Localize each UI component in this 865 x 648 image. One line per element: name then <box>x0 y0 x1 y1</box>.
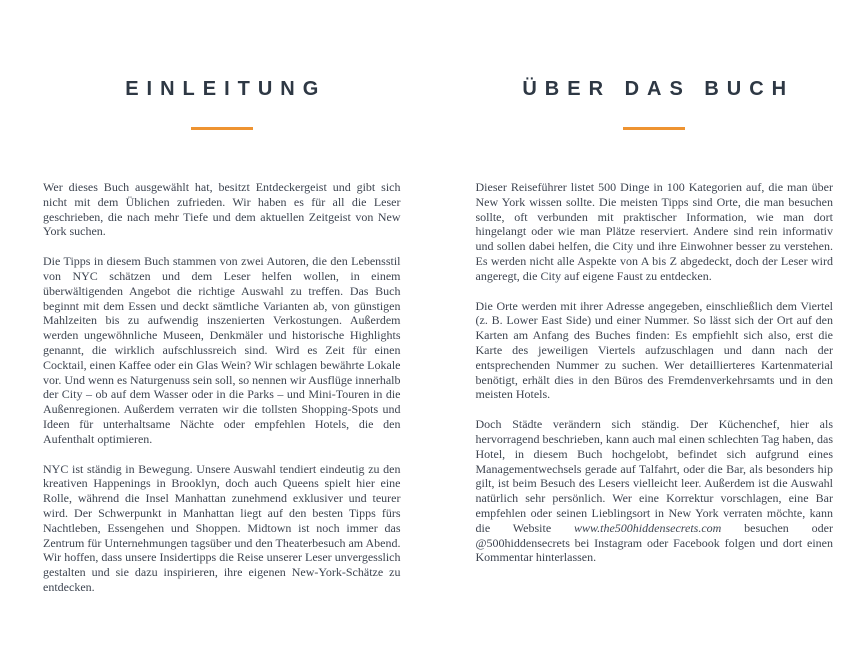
paragraph <box>476 417 834 565</box>
paragraph: NYC ist ständig in Bewegung. Unsere Auswahl tendiert eindeutig zu den kreativen Happenings in Brooklyn, doch auch Queens spielt hier eine Rolle, während die Insel Manhattan zunehmend exklusiver und teurer wird. Der Schwerpunkt in Manhattan liegt auf den besten Tipps fürs Nachtleben, Essengehen und Shoppen. Midtown ist noch immer das Zentrum für Unternehmungen tagsüber und den Theaterbesuch am Abend. Wir hoffen, dass unsere Insidertipps die Reise unserer Leser unvergesslich gestalten und sie dazu inspirieren, ihre eigenen New-York-Schätze zu entdecken. <box>43 461 401 594</box>
body-text <box>476 180 834 565</box>
paragraph: Die Orte werden mit ihrer Adresse angegeben, einschließlich dem Viertel (z. B. Lower East Side) und einer Nummer. So lässt sich der Ort auf den Karten am Anfang des Buches finden: Es empfiehlt sich also, erst die Karte des jeweiligen Viertels aufzuschlagen und dann nach der entsprechenden Nummer zu suchen. Wer detaillierteres Kartenmaterial benötigt, erhält dies in den Büros des Fremdenverkehrsamts und in den meisten Hotels. <box>475 298 833 402</box>
paragraph-text: besuchen oder @500hiddensecrets bei Instagram oder Facebook folgen und dort einen Kommentar hinterlassen. <box>475 520 833 565</box>
paragraph: Die Tipps in diesem Buch stammen von zwei Autoren, die den Lebensstil von NYC schätzen und dem Leser helfen wollen, in einem überwältigenden Angebot die richtige Auswahl zu treffen. Das Buch beginnt mit dem Essen und deckt sämtliche Varianten ab, von günstigen Mahlzeiten bis zu aufwendig inszenierten Verkostungen. Außerdem werden ungewöhnliche Museen, Denkmäler und historische Highlights genannt, die wirklich aufschlussreich sind. Wird es Zeit für einen Cocktail, einen Kaffee oder ein Glas Wein? Wir schlagen bewährte Lokale vor. Und wenn es Naturgenuss sein soll, so nennen wir Ausflüge innerhalb der City – ob auf dem Wasser oder in die Parks – und Mini-Touren in die Außenregionen. Außerdem verraten wir die tollsten Shopping-Spots und Ideen für unterhaltsame Nächte oder empfehlen Hotels, die den Aufenthalt optimieren. <box>43 254 401 446</box>
title-divider <box>191 127 253 130</box>
page-title: EINLEITUNG <box>125 78 327 100</box>
body-text <box>43 180 401 595</box>
page-ueber-das-buch <box>433 0 865 648</box>
title-divider <box>623 127 685 130</box>
paragraph: Wer dieses Buch ausgewählt hat, besitzt Entdeckergeist und gibt sich nicht mit dem Üblichen zufrieden. Wir haben es für all die Leser geschrieben, die nach mehr Tiefe und dem aktuellen Zeitgeist von New York suchen. <box>43 180 401 239</box>
paragraph: Dieser Reiseführer listet 500 Dinge in 100 Kategorien auf, die man über New York wissen sollte. Die meisten Tipps sind Orte, die man besuchen sollte, oft verbunden mit praktischer Information, wie man dort hingelangt oder wie man Plätze reserviert. Andere sind rein informativ und sollen dabei helfen, die City und ihre Einwohner besser zu verstehen. Es werden nicht alle Aspekte von A bis Z abgedeckt, doch der Leser wird angeregt, die City auf eigene Faust zu entdecken. <box>475 180 833 283</box>
website-url: www.the500hiddensecrets.com <box>574 520 722 535</box>
page-title: ÜBER DAS BUCH <box>522 78 795 100</box>
paragraph-text: Doch Städte verändern sich ständig. Der Küchenchef, hier als hervorragend beschrieben, kann auch mal einen schlechten Tag haben, das Hotel, in diesem Buch hochgelobt, befindet sich aufgrund eines Managementwechsels gerade auf Talfahrt, oder die Bar, als besonders hip gilt, ist beim Besuch des Lesers vielleicht leer. Außerdem ist die Auswahl natürlich sehr persönlich. Wer eine Korrektur vorschlagen, eine Bar empfehlen oder seinen Lieblingsort in New York verraten möchte, kann die Website <box>475 417 833 535</box>
